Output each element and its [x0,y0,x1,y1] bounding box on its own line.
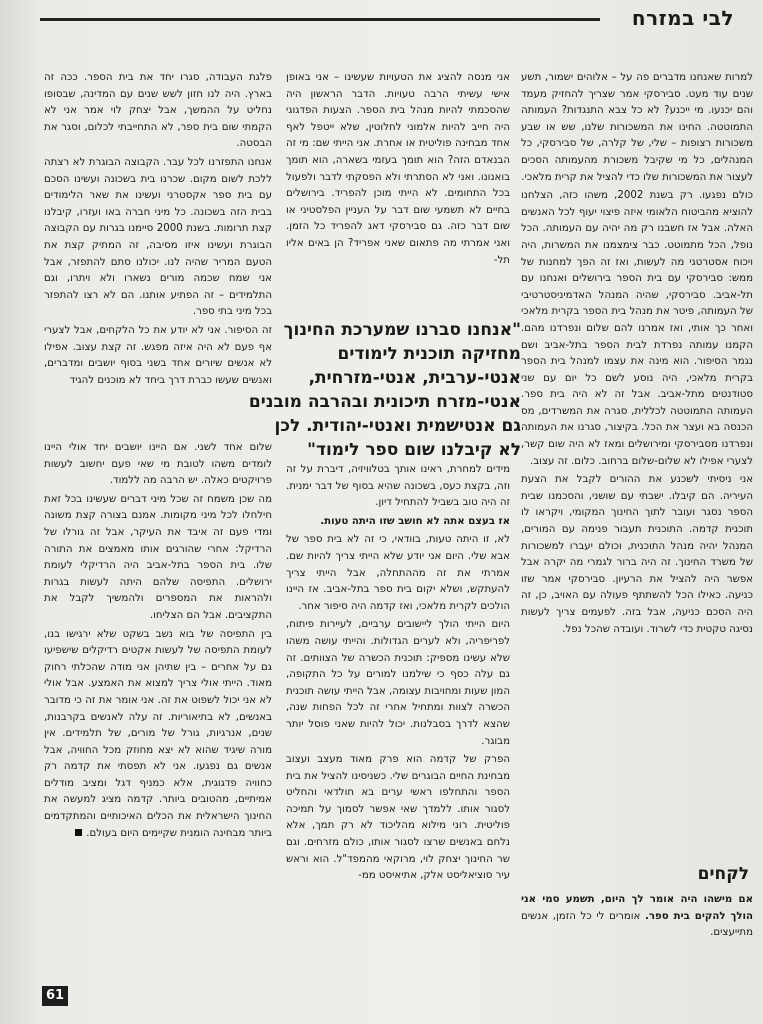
column-left-bottom [44,440,272,940]
paragraph: לא, זו היתה טעות, בוודאי, כי זה לא בית ספר של אבא שלי. היום אני יודע שלא הייתי צריך להיות שם. אמרתי את זה מההתחלה, אבל הייתי צריך להעתקש, ושלא יקום בית ספר בתל-אביב. אז היינו הולכים לקרית מלאכי, ואז קדמה היה סיפור אחר. [286,534,510,612]
lessons-question: אם מישהו היה אומר לך היום, תשמע סמי אני הולך להקים בית ספר. [521,894,753,922]
column-right [521,70,753,912]
section-header [40,6,752,32]
paragraph: כולם נפגעו. רק בשנת 2002, משהו כזה, הצלחנו להוציא מהביטוח הלאומי איזה פיצוי יעוף לכל האנשים האלה. אבל אז חשבנו רק מה יהיה עם העמותה. הכל נופל, הכל מתמוטט. כבר צימצמנו את המשרות, היה ויכוח אסטרטגי מה לעשות, ואז זה הפך למחנות של ממש: סבירסקי עם בית הספר בירושלים ואנחנו עם תל-אביב. סבירסקי, שהיה המנהל האדמיניסטרטיבי של העמותה, פיטר את מנהל בית הספר בקרית מלאכי ואחר כך אותי, ואז אמרנו להם שלום ונפרדנו מהם. הקמנו עמותה נפרדת לבית הספר בתל-אביב ושם נגמר הסיפור. הוא מינה את עצמו למנהל בית הספר בקרית מלאכי, היה נוסע לשם כל יום עם שני סטודנטים מתל-אביב. אבל זה לא היה בית ספר. העמותה התמוטטה לכללית, סגרה את המשרדים, מס הכנסה בא ועצר את הכל. בקיצור, סגרנו את העמותה ונפרדנו מסבירסקי ומירושלים ומאז לא היה שום קשר, לצערי אפילו לא שלום-שלום ברחוב. כלום. זה עצוב. [521,190,753,467]
lessons-answer: אומרים לי כל הזמן, אנשים מתייעצים. [521,910,753,939]
paragraph: שלום אחד לשני. אם היינו יושבים יחד אולי היינו לומדים משהו לטובת מי שאי פעם יחשוב לעשות פרויקטים כאלה. יש הרבה מה ללמוד. [44,442,272,487]
header-rule [40,18,600,21]
paragraph: למרות שאנחנו מדברים פה על – אלוהים ישמור, תשע שנים עוד מעט. סבירסקי אמר שצריך להחזיק מעמד והם יכנעו. מי ייכנע? לא כל צבא התנגדות? העמותה התמוטטה. החינו את המשכורות שלנו, שש או שבע משכורות רצופות – שלי, של קלרה, של סבירסקי, כל המנהלים, כל מי שקיבל משכורת מהעמותה הסכים לעצור את המשכורות שלו כדי להציל את קרית מלאכי. [521,72,753,183]
paragraph: היום הייתי הולך ליישובים ערביים, לעיירות פיתוח, לפריפריה, ולא לערים הגדולות. והייתי עושה משהו שלא עשינו מספיק: תוכנית הכשרה של הצוותים. זה גם עלה כסף כי שילמנו למורים על כל התקופה, המון שעות ומחויבות עצומה, אבל הייתי עושה תוכנית הכשרה לצוות ומתחיל אחרי זה לכל הפחות שנה, שהצא לדרך בסבלנות. יכול להיות שאני פוסל יותר מבוגר. [286,619,510,747]
column-middle-top [286,70,510,308]
end-of-article-mark [75,829,82,836]
paragraph: אנחנו התפזרנו לכל עבר. הקבוצה הבוגרת לא רצתה ללכת לשום מקום. שכרנו בית בשכונה ועשינו הסכם עם בית ספר אקסטרני ועשינו את שאר הלימודים בבית הזה בשכונה. כל מיני חברה באו ועזרו, קיבלנו קצת תרומות. בשנת 2000 סיימנו בגרות עם הקבוצה הבוגרת ועשינו איזו מסיבה, זה המתיק קצת את הטעם המריר שהיה לנו. יכולנו סתם להתפזר, אבל אני שמח שכמה מורים נשארו ולא ויתרו, וגם התלמידים – זה הפתיע אותנו. הם לא רצו להתפזר בכל מיני בתי ספר. [44,156,272,318]
paragraph: פלגת העבודה, סגרו יחד את בית הספר. ככה זה בארץ. היה לנו חזון לשש שנים עם המדינה, שבסופו נחליט על ההמשך, אבל יצחק לוי אמר אני לא הקמתי שום בית ספר, לא התחייבתי לכלום, וסגר את הבסטה. [44,72,272,150]
paragraph: זה הסיפור. אני לא יודע את כל הלקחים, אבל לצערי אף פעם לא היה איזה מפגש. זה קצת עצוב. אפילו לא אנשים שיורים אחד בשני בסוף יושבים ומדברים, ואנשים שעשו כברת דרך ביחד לא מוכנים להגיד [44,324,272,386]
paragraph: אני ניסיתי לשכנע את ההורים לקבל את הצעת העיריה. הם קיבלו. ישבתי עם שושני, והסכמנו שבית הספר נסגר ועובר לתוך החינוך המקומי, ויקראו לו תוכנית קדמה. התוכנית תעבור פנימה עם המורים, המנהל יהיה מנהל התוכנית, וכולם יעברו למשכורות של משרד החינוך. זה היה ברור לגמרי מה יקרה אבל אפשר היה להציל את הרעיון. סבירסקי אמר שזו כניעה. כאילו הכל להשתתף פעולה עם האויב, כן, זה היה הסכם כניעה, אבל בזה. לפעמים צריך לעשות נסיגה טקטית כדי לשרוד. ועובדה שהכל נפל. [521,474,753,635]
column-left-top [44,70,272,440]
page-number: 61 [42,986,68,1006]
section-title: לבי במזרח [631,6,734,30]
paragraph: אני מנסה להציג את הטעויות שעשינו – אני באופן אישי עשיתי הרבה טעויות. הדבר הראשון היה שהסכמתי להיות מנהל בית הספר. הצעות הפדגוגי היה חייב להיות אלמוני לחלוטין, שלא ייטפל לאף אחד מבחינה פוליטית או אחרת. אני הייתי שם: מי זה הבנאדם הזה? הוא תומך בעזמי בשארה, הוא תומך בואנונו. ואני לא הסתרתי ולא הפסקתי לדבר ולפעול בכל התחומים. לא הייתי מוכן להפריד. בירושלים בחיים לא תשמעי שום דבר על העניין הפלסטיני או שום דבר כזה. גם סבירסקי דאג להפריד כל הזמן. ואני אמרתי מה פתאום שאני אפריד? הן באים אליו תל- [286,72,510,266]
lessons-section [521,892,753,942]
paragraph: הפרק של קדמה הוא פרק מאוד מעצב ועצוב מבחינת החיים הבוגרים שלי. כשניסינו להציל את בית הספר והתחלפו ראשי ערים בא חולדאי והחליט לסגור אותו. ללמדך שאי אפשר לסמוך על תמיכה פוליטית. רוני מילוא מהליכוד לא רק תמך, אלא נלחם באנשים שרצו לסגור אותו, כולם מזרחים. וגם שר החינוך יצחק לוי, מרוקאי מהמפד"ל. הוא וראש עיר סוציאליסט אלק, אתיאיסט ממ- [286,754,510,882]
paragraph-text: בין התפיסה של בוא נשב בשקט שלא ירגישו בנו, לעומת התפיסה של לעשות אקטים רדיקלים שישפיעו גם על אחרים – בין שתיהן אני מודה שהכלתי רחוק מאוד. הייתי אולי צריך למצוא את האמצע. אבל אולי לא אני יכול לשפוט את זה. אני אומר את זה כי מדובר באנשים, לא בתיאוריות. זה עלה לאנשים בקרבנות, שנים, אנרגיות, גורל של מורים, של תלמידים. אין מורה שיגיד שהוא לא יצא מחוזק מכל החוויה, אבל אנשים גם נפגעו. אני לא תפסתי את קדמה רק כחוויה פדגוגית, אלא כמניף דגל ומציב מודלים אמיתיים, מהטובים ביותר. קדמה מציג למעשה את החינוך הישראלית את הכלים האיכותיים והמתקדמים ביותר מבחינה הומנית שקיימים היום בעולם. [44,628,272,839]
interview-question: אז בעצם אתה לא חושב שזו היתה טעות. [320,515,510,527]
paragraph: מה שכן משמח זה שכל מיני דברים שעשינו בכל זאת חילחלו לכל מיני מקומות. אמנם בצורה קצת משונה ומדי פעם זה איבד את העיקר, אבל זה גורלו של הרדיקל: אחרי שהורגים אותו מאמצים את התורה שלו. בית הספר בתל-אביב היה הרדיקלי לעומת ירושלים. התפיסה שלהם היתה לעשות בגרות ולהראות את המספרים ולהמשיך לקבל את התקציבים. אבל הם הצליחו. [44,493,272,621]
paragraph: מידים למחרת, ראינו אותך בטלוויזיה, דיברת על זה וזה, בקצת כעס, בשכונה שהיא בסוף של דבר ימנית. זה היה טוב בשביל להתחיל דיון. [286,464,510,509]
lessons-heading: לקחים [697,864,749,884]
paragraph [44,627,272,843]
pull-quote: "אנחנו סברנו שמערכת החינוך מחזיקה תוכנית לימודים אנטי-ערבית, אנטי-מזרחית, אנטי-מזרח תיכונית ובהרבה מובנים גם אנטישמית ואנטי-יהודית. לכן לא קיבלנו שום ספר לימוד" [248,320,521,460]
column-middle-bottom [286,462,510,952]
